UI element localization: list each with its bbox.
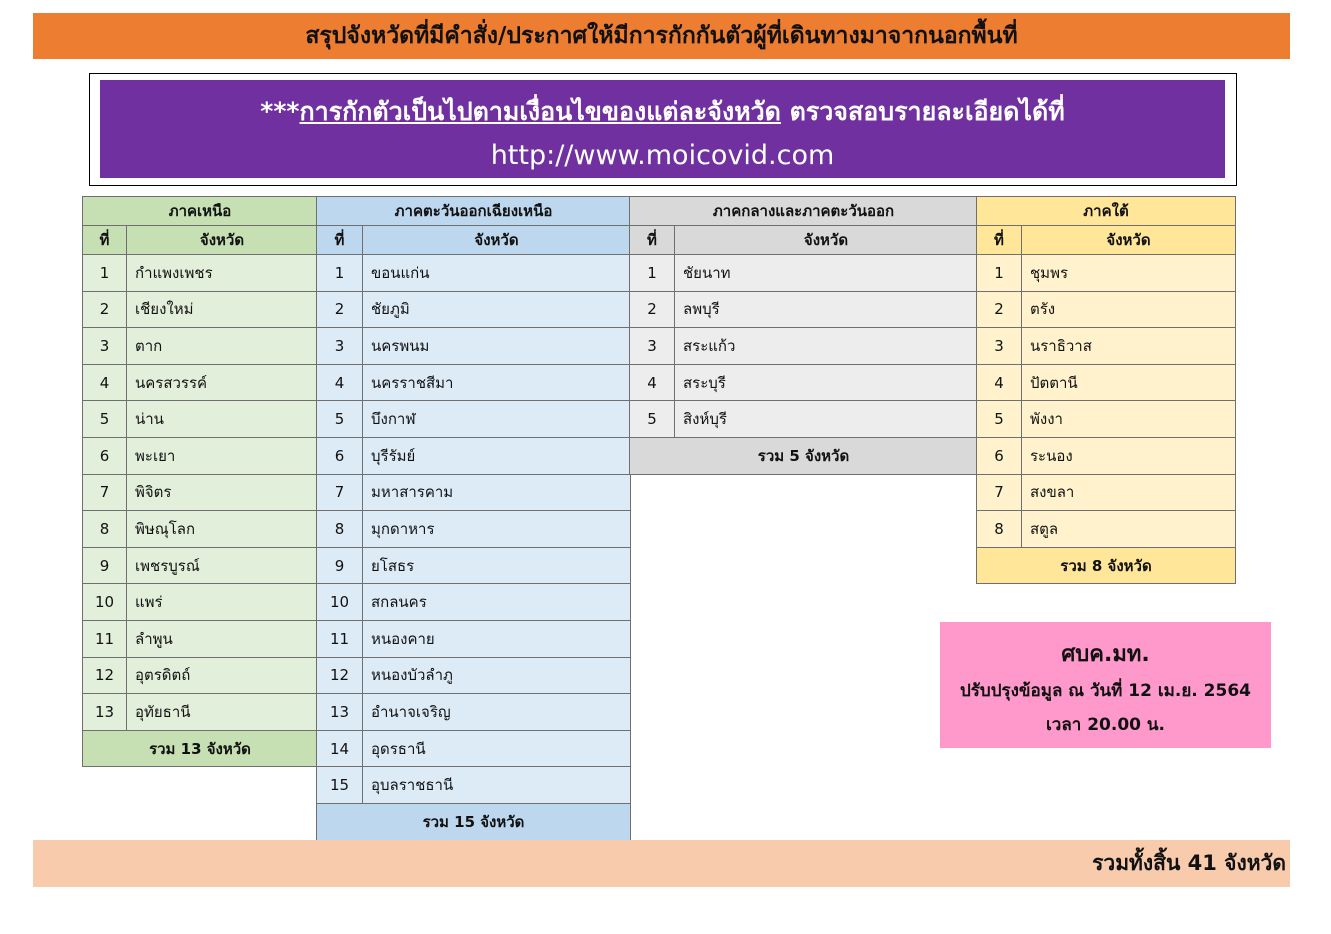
row-number: 6: [317, 437, 363, 474]
table-row: [317, 328, 631, 365]
notice-frame: [89, 73, 1237, 186]
region-name: ภาคกลางและภาคตะวันออก: [630, 197, 978, 226]
province-name: นครพนม: [363, 328, 631, 365]
row-number: 4: [83, 364, 127, 401]
province-name: นครสวรรค์: [127, 364, 318, 401]
table-row: [630, 328, 978, 365]
province-name: สตูล: [1022, 511, 1236, 548]
row-number: 12: [317, 657, 363, 694]
province-name: ยโสธร: [363, 547, 631, 584]
table-row: [83, 584, 318, 621]
province-name: อำนาจเจริญ: [363, 694, 631, 731]
province-name: มุกดาหาร: [363, 511, 631, 548]
row-number: 2: [630, 291, 675, 328]
region-total: รวม 8 จังหวัด: [977, 547, 1236, 584]
update-date: ปรับปรุงข้อมูล ณ วันที่ 12 เม.ย. 2564: [960, 681, 1251, 701]
province-name: พิจิตร: [127, 474, 318, 511]
row-number: 12: [83, 657, 127, 694]
province-name: หนองบัวลำภู: [363, 657, 631, 694]
row-number: 10: [317, 584, 363, 621]
table-row: [977, 511, 1236, 548]
region-total: รวม 5 จังหวัด: [630, 437, 978, 474]
table-row: [83, 364, 318, 401]
table-row: [83, 511, 318, 548]
row-number: 8: [977, 511, 1022, 548]
province-name: พะเยา: [127, 437, 318, 474]
table-row: [630, 291, 978, 328]
province-name: บุรีรัมย์: [363, 437, 631, 474]
table-row: [630, 364, 978, 401]
region-name: ภาคใต้: [977, 197, 1236, 226]
province-name: มหาสารคาม: [363, 474, 631, 511]
row-number: 2: [317, 291, 363, 328]
table-row: [317, 291, 631, 328]
row-number: 7: [317, 474, 363, 511]
row-number: 5: [630, 401, 675, 438]
region-name: ภาคเหนือ: [83, 197, 318, 226]
province-name: สงขลา: [1022, 474, 1236, 511]
row-number: 1: [317, 255, 363, 292]
col-header-province: จังหวัด: [363, 226, 631, 255]
province-name: นครราชสีมา: [363, 364, 631, 401]
table-row: [83, 328, 318, 365]
table-row: [317, 255, 631, 292]
row-number: 14: [317, 730, 363, 767]
row-number: 13: [83, 694, 127, 731]
province-name: ชุมพร: [1022, 255, 1236, 292]
page-title: [33, 13, 1290, 59]
row-number: 9: [317, 547, 363, 584]
col-header-province: จังหวัด: [127, 226, 318, 255]
province-name: สิงห์บุรี: [675, 401, 978, 438]
row-number: 2: [977, 291, 1022, 328]
notice-banner: [100, 80, 1225, 178]
table-row: [83, 620, 318, 657]
region-total: รวม 13 จังหวัด: [83, 730, 318, 767]
province-name: บึงกาฬ: [363, 401, 631, 438]
col-header-no: ที่: [977, 226, 1022, 255]
col-header-no: ที่: [83, 226, 127, 255]
col-header-no: ที่: [630, 226, 675, 255]
table-row: [317, 511, 631, 548]
row-number: 5: [83, 401, 127, 438]
province-name: อุดรธานี: [363, 730, 631, 767]
province-name: พิษณุโลก: [127, 511, 318, 548]
table-row: [317, 767, 631, 804]
row-number: 2: [83, 291, 127, 328]
table-row: [977, 328, 1236, 365]
province-name: ชัยนาท: [675, 255, 978, 292]
province-name: เชียงใหม่: [127, 291, 318, 328]
region-table-central-east: [629, 196, 978, 475]
row-number: 6: [977, 437, 1022, 474]
province-name: เพชรบูรณ์: [127, 547, 318, 584]
notice-url-link[interactable]: http://www.moicovid.com: [490, 140, 835, 171]
update-info-box: [940, 622, 1271, 748]
region-table-northeast: [316, 196, 631, 841]
row-number: 3: [630, 328, 675, 365]
province-name: สระบุรี: [675, 364, 978, 401]
province-name: นราธิวาส: [1022, 328, 1236, 365]
table-row: [83, 401, 318, 438]
table-row: [977, 437, 1236, 474]
province-name: หนองคาย: [363, 620, 631, 657]
table-row: [317, 401, 631, 438]
row-number: 5: [317, 401, 363, 438]
table-row: [317, 730, 631, 767]
table-row: [977, 364, 1236, 401]
row-number: 1: [83, 255, 127, 292]
province-name: กำแพงเพชร: [127, 255, 318, 292]
row-number: 5: [977, 401, 1022, 438]
row-number: 3: [83, 328, 127, 365]
notice-text: [100, 92, 1225, 132]
table-row: [317, 584, 631, 621]
row-number: 7: [977, 474, 1022, 511]
province-name: ปัตตานี: [1022, 364, 1236, 401]
table-row: [317, 474, 631, 511]
table-row: [977, 401, 1236, 438]
province-name: พังงา: [1022, 401, 1236, 438]
row-number: 11: [317, 620, 363, 657]
row-number: 8: [83, 511, 127, 548]
row-number: 13: [317, 694, 363, 731]
table-row: [630, 255, 978, 292]
row-number: 1: [977, 255, 1022, 292]
table-row: [317, 657, 631, 694]
row-number: 7: [83, 474, 127, 511]
region-table-north: [82, 196, 318, 767]
region-name: ภาคตะวันออกเฉียงเหนือ: [317, 197, 631, 226]
col-header-province: จังหวัด: [675, 226, 978, 255]
row-number: 1: [630, 255, 675, 292]
row-number: 4: [977, 364, 1022, 401]
update-org: ศบค.มท.: [1061, 642, 1150, 667]
province-name: สกลนคร: [363, 584, 631, 621]
row-number: 11: [83, 620, 127, 657]
table-row: [317, 547, 631, 584]
table-row: [83, 694, 318, 731]
province-name: ลำพูน: [127, 620, 318, 657]
table-row: [83, 474, 318, 511]
page-title-text: สรุปจังหวัดที่มีคำสั่ง/ประกาศให้มีการกักกันตัวผู้ที่เดินทางมาจากนอกพื้นที่: [305, 23, 1018, 49]
notice-suffix: ตรวจสอบรายละเอียดได้ที่: [780, 97, 1065, 126]
province-name: อุบลราชธานี: [363, 767, 631, 804]
row-number: 9: [83, 547, 127, 584]
table-row: [317, 694, 631, 731]
province-name: ขอนแก่น: [363, 255, 631, 292]
region-table-south: [976, 196, 1236, 584]
table-row: [83, 291, 318, 328]
row-number: 4: [317, 364, 363, 401]
province-name: ลพบุรี: [675, 291, 978, 328]
province-name: แพร่: [127, 584, 318, 621]
row-number: 4: [630, 364, 675, 401]
grand-total-bar: [33, 840, 1290, 887]
row-number: 6: [83, 437, 127, 474]
table-row: [317, 620, 631, 657]
province-name: อุตรดิตถ์: [127, 657, 318, 694]
notice-prefix: ***: [260, 97, 300, 126]
province-name: สระแก้ว: [675, 328, 978, 365]
table-row: [977, 474, 1236, 511]
region-total: รวม 15 จังหวัด: [317, 803, 631, 840]
province-name: อุทัยธานี: [127, 694, 318, 731]
province-name: ตาก: [127, 328, 318, 365]
table-row: [83, 437, 318, 474]
table-row: [83, 255, 318, 292]
province-name: ชัยภูมิ: [363, 291, 631, 328]
table-row: [630, 401, 978, 438]
table-row: [83, 657, 318, 694]
row-number: 15: [317, 767, 363, 804]
table-row: [317, 364, 631, 401]
update-time: เวลา 20.00 น.: [1045, 715, 1165, 735]
table-row: [977, 255, 1236, 292]
notice-underlined: การกักตัวเป็นไปตามเงื่อนไขของแต่ละจังหวัด: [299, 97, 781, 126]
province-name: ระนอง: [1022, 437, 1236, 474]
table-row: [83, 547, 318, 584]
province-name: น่าน: [127, 401, 318, 438]
table-row: [317, 437, 631, 474]
province-name: ตรัง: [1022, 291, 1236, 328]
table-row: [977, 291, 1236, 328]
row-number: 8: [317, 511, 363, 548]
row-number: 3: [977, 328, 1022, 365]
row-number: 3: [317, 328, 363, 365]
grand-total-text: รวมทั้งสิ้น 41 จังหวัด: [1092, 851, 1286, 875]
row-number: 10: [83, 584, 127, 621]
col-header-province: จังหวัด: [1022, 226, 1236, 255]
col-header-no: ที่: [317, 226, 363, 255]
